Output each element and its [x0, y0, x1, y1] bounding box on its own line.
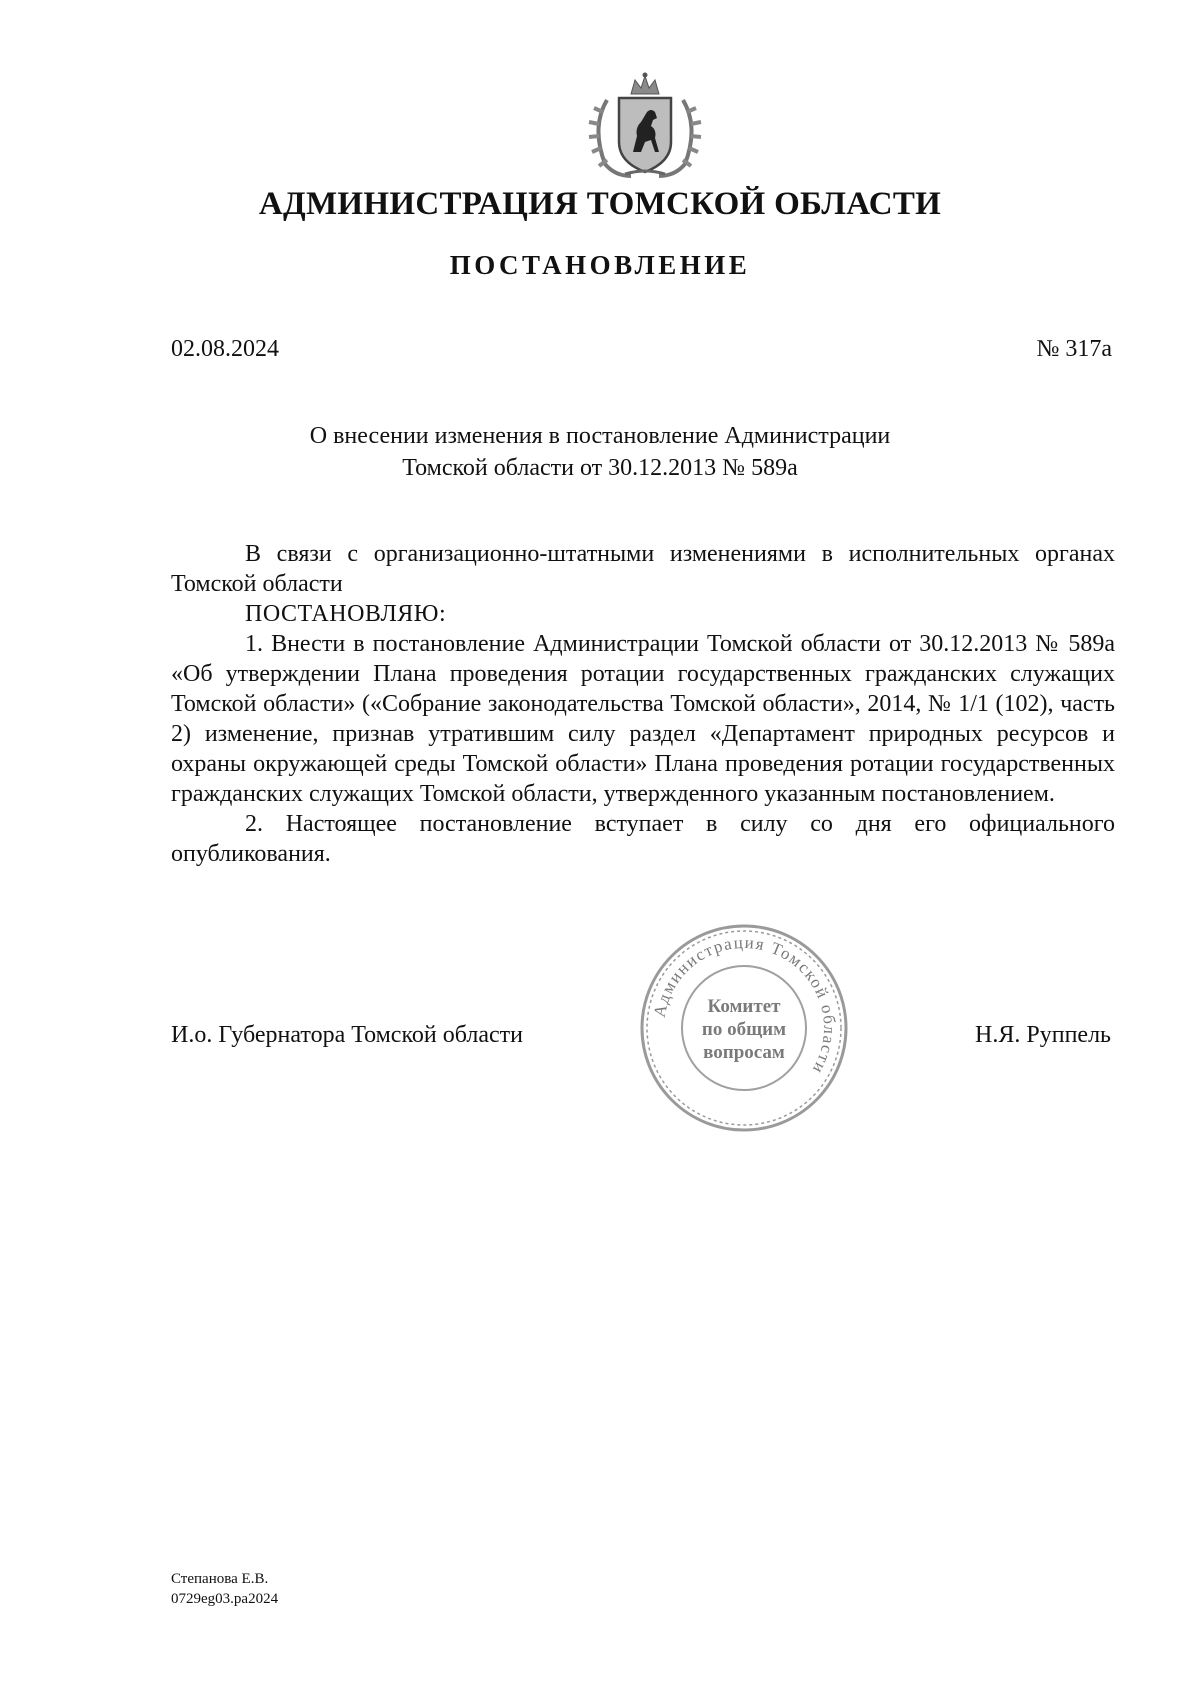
- signatory-name: Н.Я. Руппель: [975, 1022, 1111, 1048]
- executor-name: Степанова Е.В.: [171, 1571, 269, 1587]
- decree-word: ПОСТАНОВЛЯЮ:: [245, 601, 447, 627]
- preamble-paragraph: В связи с организационно-штатными изменениями в исполнительных органах Томской области: [171, 541, 1115, 597]
- stamp-line-3: вопросам: [703, 1042, 785, 1063]
- official-stamp: [638, 922, 850, 1134]
- document-date: 02.08.2024: [171, 336, 279, 362]
- signatory-title: И.о. Губернатора Томской области: [171, 1022, 523, 1048]
- document-subject: [0, 420, 1200, 484]
- coat-of-arms-icon: [585, 72, 705, 182]
- subject-line-2: Томской области от 30.12.2013 № 589а: [402, 455, 798, 481]
- authority-title: АДМИНИСТРАЦИЯ ТОМСКОЙ ОБЛАСТИ: [258, 186, 942, 222]
- stamp-line-1: Комитет: [707, 996, 781, 1017]
- subject-line-1: О внесении изменения в постановление Администрации: [309, 423, 891, 449]
- file-code: 0729eg03.pa2024: [171, 1591, 279, 1607]
- item-1-paragraph: 1. Внести в постановление Администрации Томской области от 30.12.2013 № 589а «Об утверждении Плана проведения ротации государственных гражданских служащих Томской области» («Собрание законодательства Томской области», 2014, № 1/1 (102), часть 2) изменение, признав утратившим силу раздел «Департамент природных ресурсов и охраны окружающей среды Томской области» Плана проведения ротации государственных гражданских служащих Томской области, утвержденного указанным постановлением.: [171, 631, 1115, 807]
- document-type: ПОСТАНОВЛЕНИЕ: [449, 250, 751, 280]
- item-2-paragraph: 2. Настоящее постановление вступает в силу со дня его официального опубликования.: [171, 811, 1115, 867]
- footer-executor: [171, 1569, 278, 1609]
- document-number: № 317а: [1036, 336, 1112, 362]
- stamp-line-2: по общим: [701, 1019, 787, 1040]
- document-body: [171, 539, 1115, 869]
- stamp-ring-text: Администрация Томской области: [649, 932, 840, 1078]
